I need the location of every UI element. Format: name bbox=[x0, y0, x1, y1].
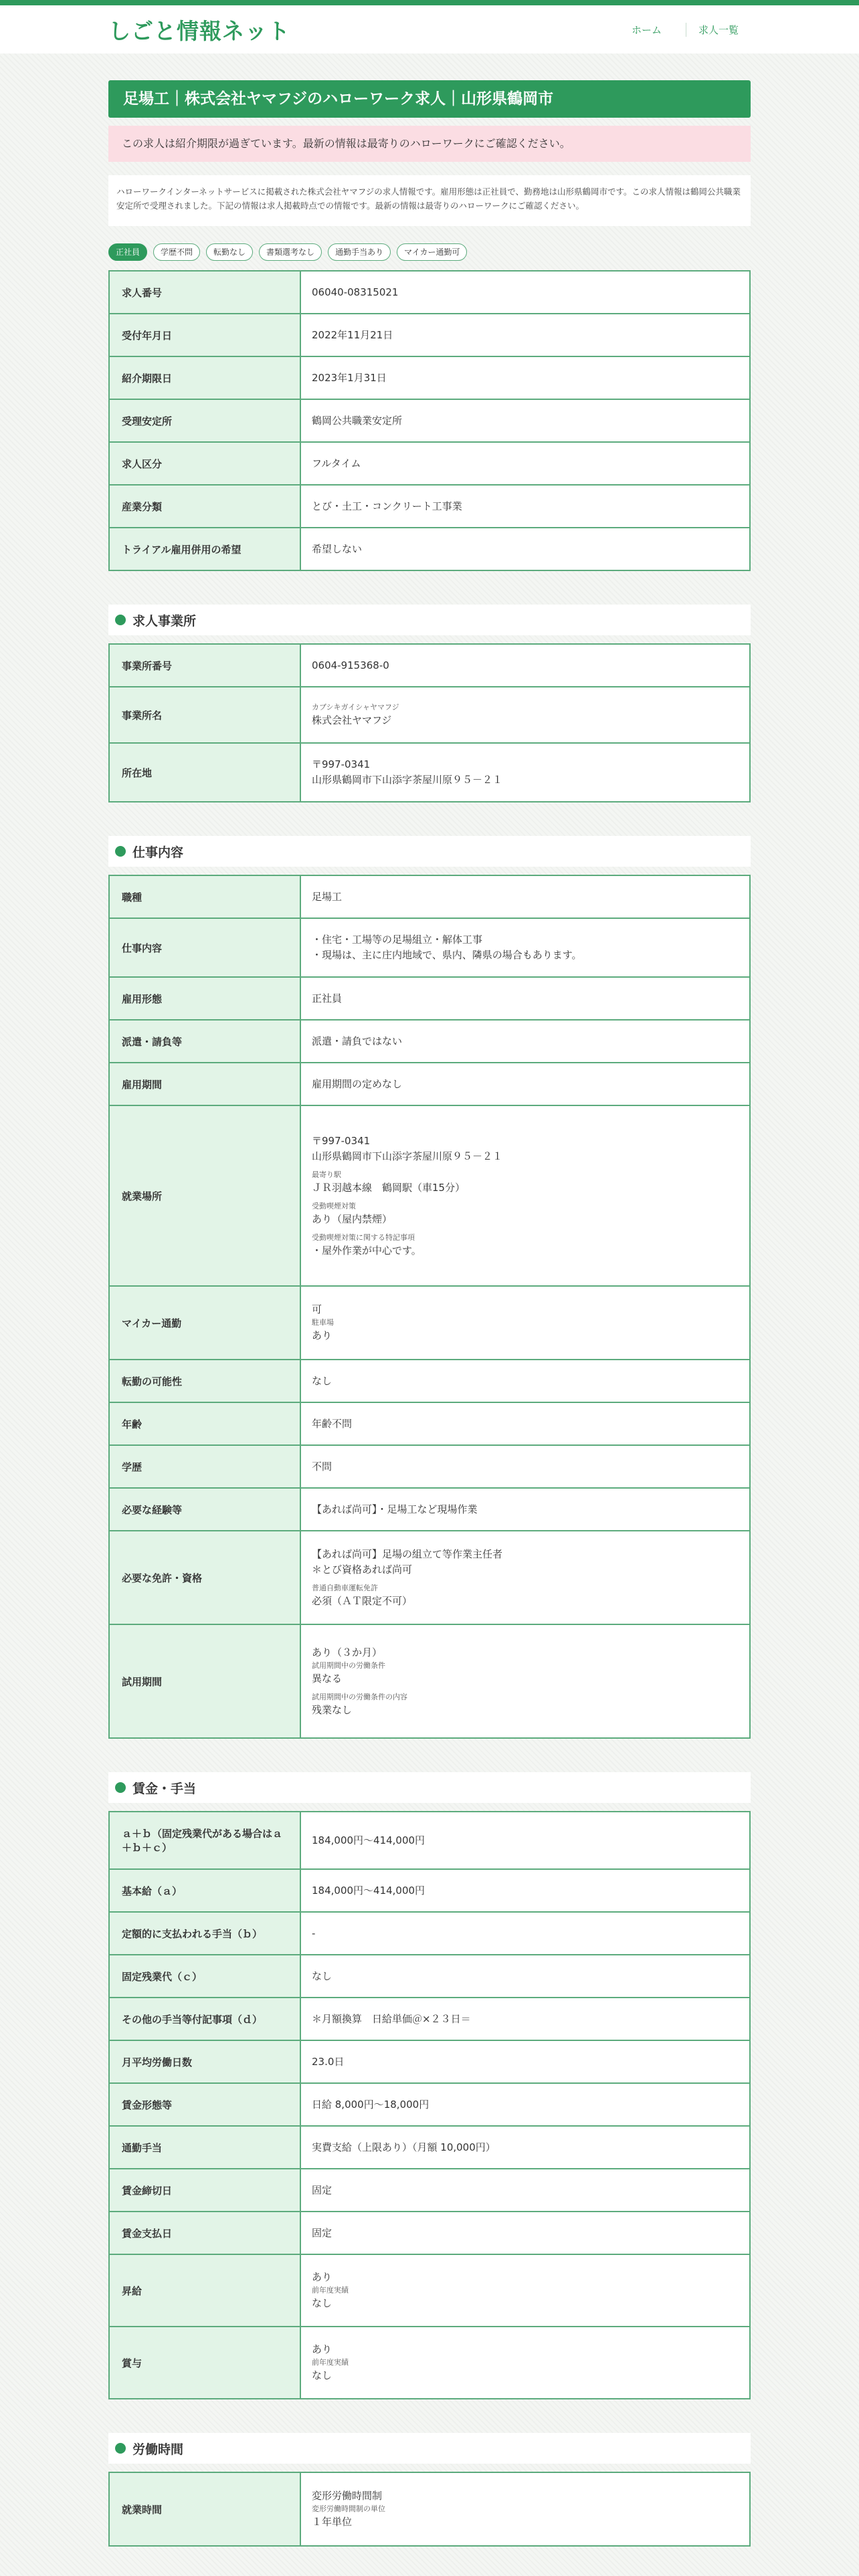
table-row bbox=[109, 2212, 750, 2254]
basic-info-table bbox=[108, 270, 751, 571]
hours-heading-text: 労働時間 bbox=[132, 2442, 184, 2457]
table-row bbox=[109, 1063, 750, 1105]
row-label: その他の手当等付記事項（ｄ） bbox=[109, 1998, 300, 2040]
station-sublabel: 最寄り駅 bbox=[312, 1170, 341, 1179]
row-label: 固定残業代（ｃ） bbox=[109, 1955, 300, 1998]
row-label: 賃金締切日 bbox=[109, 2169, 300, 2212]
table-row bbox=[109, 977, 750, 1020]
row-value: フルタイム bbox=[300, 442, 750, 485]
employment-period: 雇用期間の定めなし bbox=[300, 1063, 750, 1105]
job-content-cell bbox=[300, 918, 750, 977]
row-value: 2022年11月21日 bbox=[300, 314, 750, 356]
bonus-actual: なし bbox=[312, 2369, 332, 2381]
tag-no-transfer: 転勤なし bbox=[206, 243, 253, 261]
table-row bbox=[109, 1531, 750, 1624]
table-row bbox=[109, 743, 750, 802]
office-name: 株式会社ヤマフジ bbox=[312, 714, 392, 726]
row-label: 紹介期限日 bbox=[109, 356, 300, 399]
table-row bbox=[109, 485, 750, 528]
office-name-kana: カブシキガイシャヤマフジ bbox=[312, 702, 399, 712]
table-row bbox=[109, 399, 750, 442]
table-row bbox=[109, 875, 750, 918]
row-value: 23.0日 bbox=[300, 2040, 750, 2083]
occupation: 足場工 bbox=[300, 875, 750, 918]
row-label: 産業分類 bbox=[109, 485, 300, 528]
main-nav bbox=[619, 23, 751, 37]
trial-detail-sublabel: 試用期間中の労働条件の内容 bbox=[312, 1692, 407, 1701]
car-commute: 可 bbox=[312, 1303, 322, 1315]
bonus-cell bbox=[300, 2327, 750, 2399]
job-content-line: ・現場は、主に庄内地域で、県内、隣県の場合もあります。 bbox=[312, 949, 582, 961]
row-value: 184,000円〜414,000円 bbox=[300, 1869, 750, 1912]
table-row bbox=[109, 1402, 750, 1445]
parking-sublabel: 駐車場 bbox=[312, 1318, 334, 1327]
office-section bbox=[108, 605, 751, 802]
row-value: 固定 bbox=[300, 2212, 750, 2254]
parking: あり bbox=[312, 1329, 332, 1341]
education: 不問 bbox=[300, 1445, 750, 1488]
table-row bbox=[109, 1812, 750, 1869]
workplace-postal: 〒997-0341 bbox=[312, 1134, 371, 1147]
trial-cell bbox=[300, 1624, 750, 1738]
page-title: 足場工｜株式会社ヤマフジのハローワーク求人｜山形県鶴岡市 bbox=[108, 80, 751, 118]
job-section bbox=[108, 836, 751, 1739]
trial-period: あり（３か月） bbox=[312, 1646, 383, 1658]
nav-home-link[interactable]: ホーム bbox=[631, 23, 662, 36]
table-row bbox=[109, 1624, 750, 1738]
car-commute-cell bbox=[300, 1286, 750, 1360]
working-hours: 変形労働時間制 bbox=[312, 2490, 383, 2502]
hours-unit-sublabel: 変形労働時間制の単位 bbox=[312, 2504, 385, 2513]
table-row bbox=[109, 1286, 750, 1360]
raise-sublabel: 前年度実績 bbox=[312, 2286, 349, 2294]
employment-type: 正社員 bbox=[300, 977, 750, 1020]
row-label: 昇給 bbox=[109, 2254, 300, 2327]
raise: あり bbox=[312, 2271, 332, 2283]
tag-regular-employee: 正社員 bbox=[108, 243, 147, 261]
table-row bbox=[109, 687, 750, 743]
table-row bbox=[109, 1869, 750, 1912]
office-name-cell bbox=[300, 687, 750, 743]
table-row bbox=[109, 2327, 750, 2399]
license-line: ＊とび資格あれば尚可 bbox=[312, 1563, 413, 1576]
hours-section bbox=[108, 2433, 751, 2547]
table-row bbox=[109, 1020, 750, 1063]
table-row bbox=[109, 1955, 750, 1998]
row-value: 固定 bbox=[300, 2169, 750, 2212]
row-label: 就業場所 bbox=[109, 1105, 300, 1286]
trial-detail: 残業なし bbox=[312, 1703, 353, 1716]
table-row bbox=[109, 2169, 750, 2212]
row-label: 学歴 bbox=[109, 1445, 300, 1488]
row-label: 求人番号 bbox=[109, 271, 300, 314]
office-address: 山形県鶴岡市下山添字茶屋川原９５－２１ bbox=[312, 774, 503, 786]
smoking-sublabel: 受動喫煙対策 bbox=[312, 1201, 356, 1210]
table-row bbox=[109, 918, 750, 977]
tag-car-commute: マイカー通勤可 bbox=[397, 243, 467, 261]
row-label: 年齢 bbox=[109, 1402, 300, 1445]
raise-actual: なし bbox=[312, 2297, 332, 2309]
row-label: 必要な経験等 bbox=[109, 1488, 300, 1531]
row-label: 賃金形態等 bbox=[109, 2083, 300, 2126]
main-content bbox=[108, 53, 751, 2547]
row-value: 実費支給（上限あり）（月額 10,000円） bbox=[300, 2126, 750, 2169]
bullet-icon bbox=[115, 615, 126, 625]
wage-heading-text: 賃金・手当 bbox=[132, 1781, 197, 1796]
row-value: なし bbox=[300, 1955, 750, 1998]
job-table bbox=[108, 875, 751, 1739]
row-label: ａ＋ｂ（固定残業代がある場合はａ＋ｂ＋ｃ） bbox=[109, 1812, 300, 1869]
row-label: 雇用期間 bbox=[109, 1063, 300, 1105]
row-label: 派遣・請負等 bbox=[109, 1020, 300, 1063]
table-row bbox=[109, 1488, 750, 1531]
row-label: 必要な免許・資格 bbox=[109, 1531, 300, 1624]
row-label: 事業所番号 bbox=[109, 644, 300, 687]
wage-table bbox=[108, 1811, 751, 2399]
smoking-policy: あり（屋内禁煙） bbox=[312, 1212, 393, 1225]
office-postal: 〒997-0341 bbox=[312, 758, 371, 770]
bullet-icon bbox=[115, 2443, 126, 2454]
table-row bbox=[109, 442, 750, 485]
row-value: とび・土工・コンクリート工事業 bbox=[300, 485, 750, 528]
nav-job-list-link[interactable]: 求人一覧 bbox=[686, 23, 751, 37]
dispatch: 派遣・請負ではない bbox=[300, 1020, 750, 1063]
office-heading-text: 求人事業所 bbox=[132, 613, 197, 629]
tag-no-document-screening: 書類選考なし bbox=[259, 243, 322, 261]
table-row bbox=[109, 1912, 750, 1955]
driver-license-sublabel: 普通自動車運転免許 bbox=[312, 1583, 378, 1592]
smoking-note: ・屋外作業が中心です。 bbox=[312, 1244, 421, 1257]
row-label: 基本給（ａ） bbox=[109, 1869, 300, 1912]
row-value: ＊月額換算 日給単価＠×２３日＝ bbox=[300, 1998, 750, 2040]
job-heading bbox=[108, 836, 751, 867]
row-label: 賞与 bbox=[109, 2327, 300, 2399]
table-row bbox=[109, 1360, 750, 1402]
job-content-line: ・住宅・工場等の足場組立・解体工事 bbox=[312, 934, 483, 946]
row-value: 鶴岡公共職業安定所 bbox=[300, 399, 750, 442]
row-label: 通勤手当 bbox=[109, 2126, 300, 2169]
table-row bbox=[109, 2040, 750, 2083]
hours-heading bbox=[108, 2433, 751, 2464]
table-row bbox=[109, 644, 750, 687]
wage-section bbox=[108, 1772, 751, 2399]
tag-commute-allowance: 通勤手当あり bbox=[328, 243, 391, 261]
age: 年齢不問 bbox=[300, 1402, 750, 1445]
transfer: なし bbox=[300, 1360, 750, 1402]
row-label: 就業時間 bbox=[109, 2472, 300, 2546]
row-label: 職種 bbox=[109, 875, 300, 918]
row-label: 仕事内容 bbox=[109, 918, 300, 977]
row-label: 求人区分 bbox=[109, 442, 300, 485]
bullet-icon bbox=[115, 1782, 126, 1793]
raise-cell bbox=[300, 2254, 750, 2327]
driver-license: 必須（ＡＴ限定不可） bbox=[312, 1594, 413, 1607]
job-heading-text: 仕事内容 bbox=[132, 845, 184, 860]
workplace-cell bbox=[300, 1105, 750, 1286]
bonus-sublabel: 前年度実績 bbox=[312, 2358, 349, 2367]
table-row bbox=[109, 528, 750, 570]
row-value: 希望しない bbox=[312, 542, 363, 555]
row-label: 所在地 bbox=[109, 743, 300, 802]
table-row bbox=[109, 2083, 750, 2126]
trial-condition-sublabel: 試用期間中の労働条件 bbox=[312, 1660, 385, 1670]
row-label: 雇用形態 bbox=[109, 977, 300, 1020]
table-row bbox=[109, 1998, 750, 2040]
table-row bbox=[109, 314, 750, 356]
row-value: - bbox=[300, 1912, 750, 1955]
site-logo[interactable]: しごと情報ネット bbox=[108, 17, 290, 44]
intro-text: ハローワークインターネットサービスに掲載された株式会社ヤマフジの求人情報です。雇用形態は正社員で、勤務地は山形県鶴岡市です。この求人情報は鶴岡公共職業安定所で受理されました。下記の情報は求人掲載時点での情報です。最新の情報は最寄りのハローワークにご確認ください。 bbox=[108, 175, 751, 226]
row-value: 日給 8,000円〜18,000円 bbox=[300, 2083, 750, 2126]
expired-alert: この求人は紹介期限が過ぎています。最新の情報は最寄りのハローワークにご確認ください。 bbox=[108, 126, 751, 162]
row-label: 転勤の可能性 bbox=[109, 1360, 300, 1402]
nearest-station: ＪＲ羽越本線 鶴岡駅（車15分） bbox=[312, 1181, 466, 1194]
row-value: 06040-08315021 bbox=[300, 271, 750, 314]
bullet-icon bbox=[115, 846, 126, 857]
office-number: 0604-915368-0 bbox=[300, 644, 750, 687]
row-label: 受付年月日 bbox=[109, 314, 300, 356]
row-value: 184,000円〜414,000円 bbox=[300, 1812, 750, 1869]
license-cell bbox=[300, 1531, 750, 1624]
table-row bbox=[109, 2472, 750, 2546]
table-row bbox=[109, 2254, 750, 2327]
row-label: マイカー通勤 bbox=[109, 1286, 300, 1360]
bonus: あり bbox=[312, 2343, 332, 2355]
office-heading bbox=[108, 605, 751, 635]
wage-heading bbox=[108, 1772, 751, 1803]
tag-no-education: 学歴不問 bbox=[153, 243, 200, 261]
row-label: 月平均労働日数 bbox=[109, 2040, 300, 2083]
row-label: 事業所名 bbox=[109, 687, 300, 743]
table-row bbox=[109, 356, 750, 399]
table-row bbox=[109, 1445, 750, 1488]
row-label: 賃金支払日 bbox=[109, 2212, 300, 2254]
license-line: 【あれば尚可】足場の組立て等作業主任者 bbox=[312, 1547, 503, 1560]
office-address-cell bbox=[300, 743, 750, 802]
row-label: 受理安定所 bbox=[109, 399, 300, 442]
row-label: トライアル雇用併用の希望 bbox=[109, 528, 300, 570]
table-row bbox=[109, 271, 750, 314]
hours-table bbox=[108, 2472, 751, 2547]
site-header bbox=[0, 5, 859, 53]
trial-condition: 異なる bbox=[312, 1672, 343, 1685]
hours-cell bbox=[300, 2472, 750, 2546]
row-value: 2023年1月31日 bbox=[300, 356, 750, 399]
row-label: 定額的に支払われる手当（ｂ） bbox=[109, 1912, 300, 1955]
feature-tags bbox=[108, 243, 751, 262]
hours-unit: １年単位 bbox=[312, 2516, 353, 2528]
table-row bbox=[109, 2126, 750, 2169]
office-table bbox=[108, 643, 751, 802]
workplace-address: 山形県鶴岡市下山添字茶屋川原９５－２１ bbox=[312, 1150, 503, 1162]
experience: 【あれば尚可】・足場工など現場作業 bbox=[300, 1488, 750, 1531]
smoking-note-sublabel: 受動喫煙対策に関する特記事項 bbox=[312, 1232, 415, 1242]
table-row bbox=[109, 1105, 750, 1286]
row-label: 試用期間 bbox=[109, 1624, 300, 1738]
